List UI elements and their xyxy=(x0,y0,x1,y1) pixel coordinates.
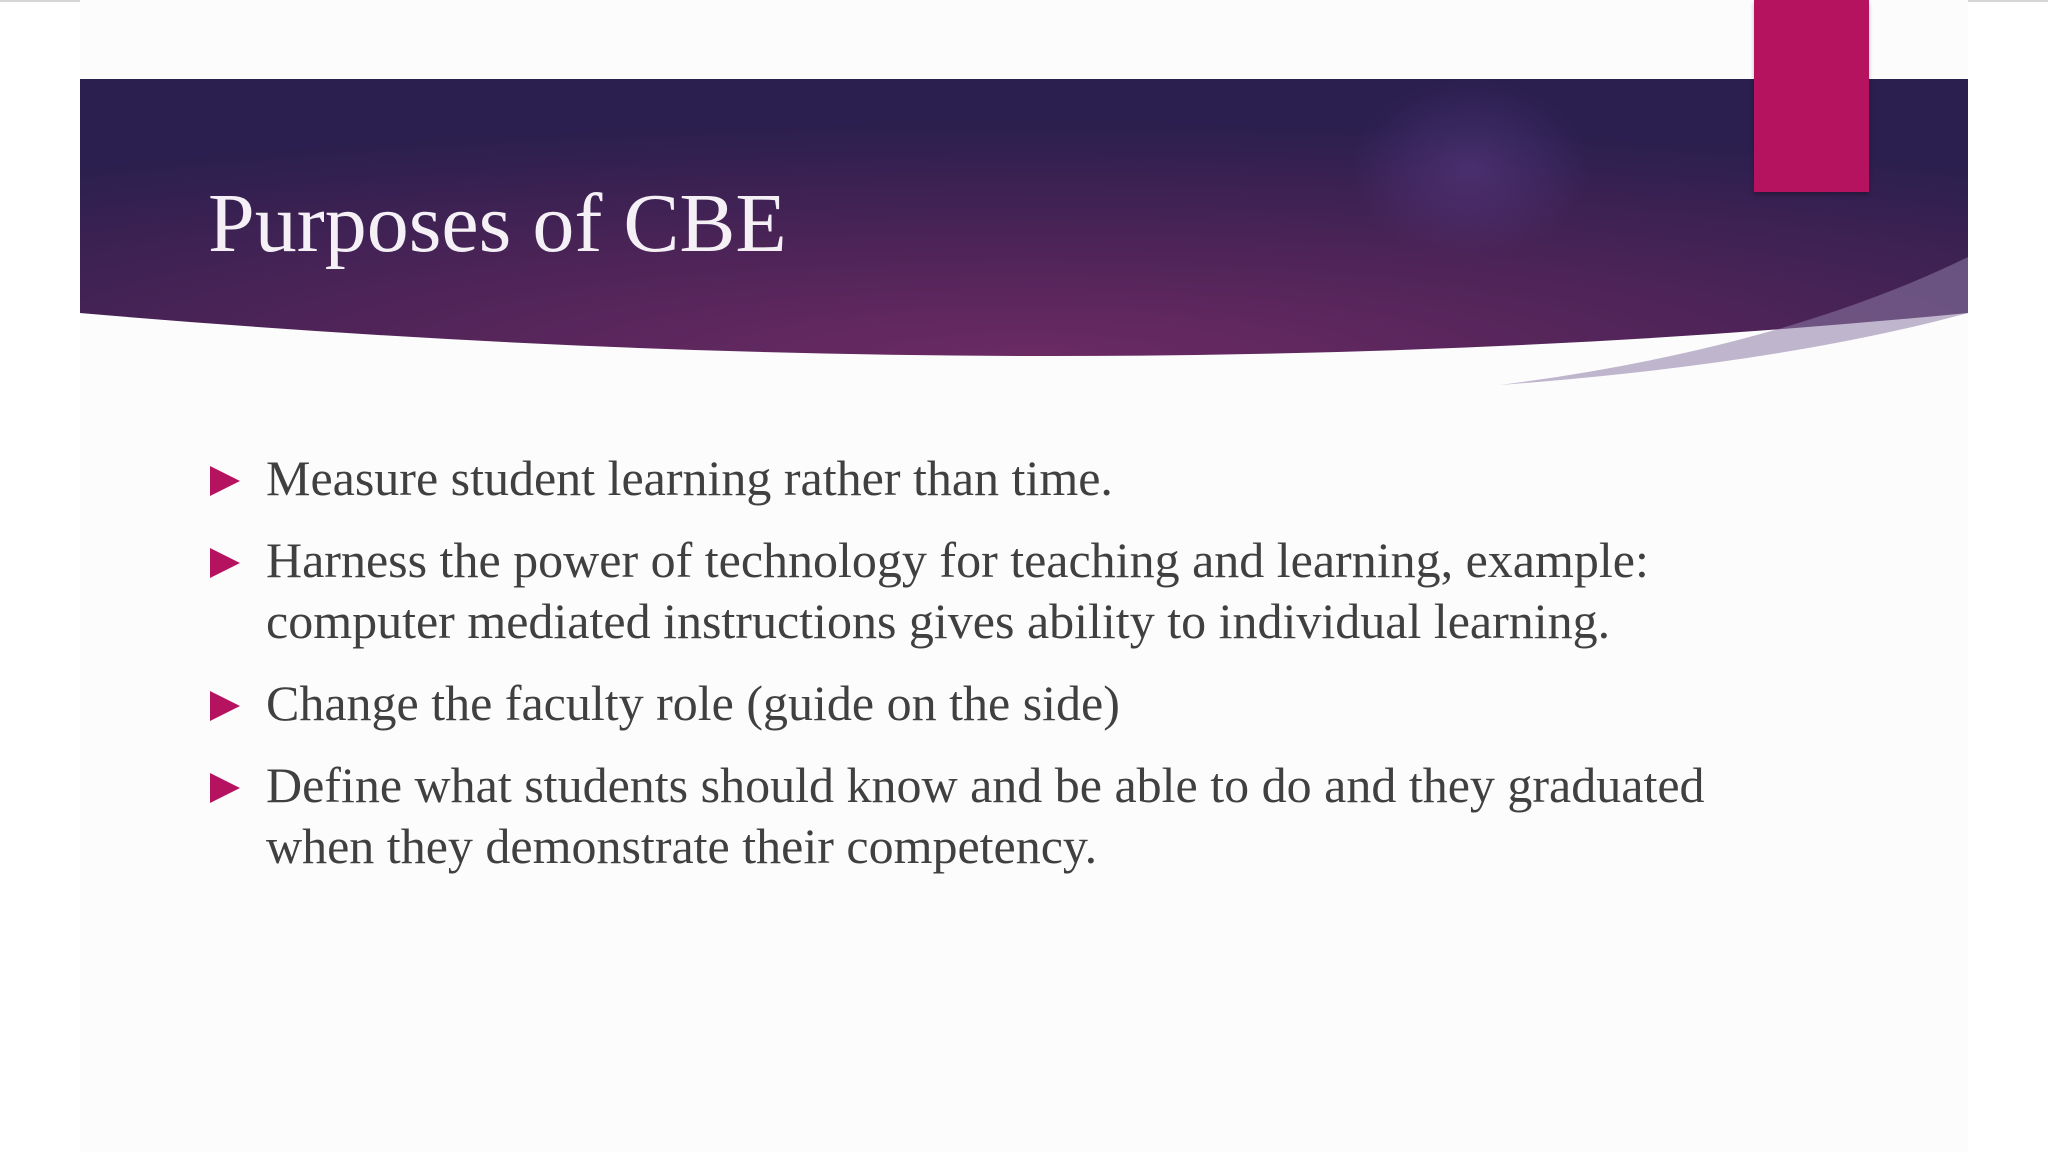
triangle-right-icon xyxy=(210,466,240,496)
triangle-right-icon xyxy=(210,691,240,721)
bullet-item xyxy=(210,673,1710,734)
bullet-text: Harness the power of technology for teaching and learning, example: computer mediated instructions gives ability to individual learning. xyxy=(266,532,1649,649)
bullet-text: Define what students should know and be able to do and they graduated when they demonstrate their competency. xyxy=(266,757,1705,874)
triangle-right-icon xyxy=(210,548,240,578)
bullet-text: Change the faculty role (guide on the side) xyxy=(266,675,1120,731)
triangle-right-icon xyxy=(210,773,240,803)
bullet-item xyxy=(210,755,1710,877)
bullet-item xyxy=(210,530,1710,652)
bullet-text: Measure student learning rather than time. xyxy=(266,450,1113,506)
bullet-list xyxy=(210,448,1710,898)
accent-bar xyxy=(1754,0,1869,192)
slide-title: Purposes of CBE xyxy=(208,177,787,270)
bullet-item xyxy=(210,448,1710,509)
